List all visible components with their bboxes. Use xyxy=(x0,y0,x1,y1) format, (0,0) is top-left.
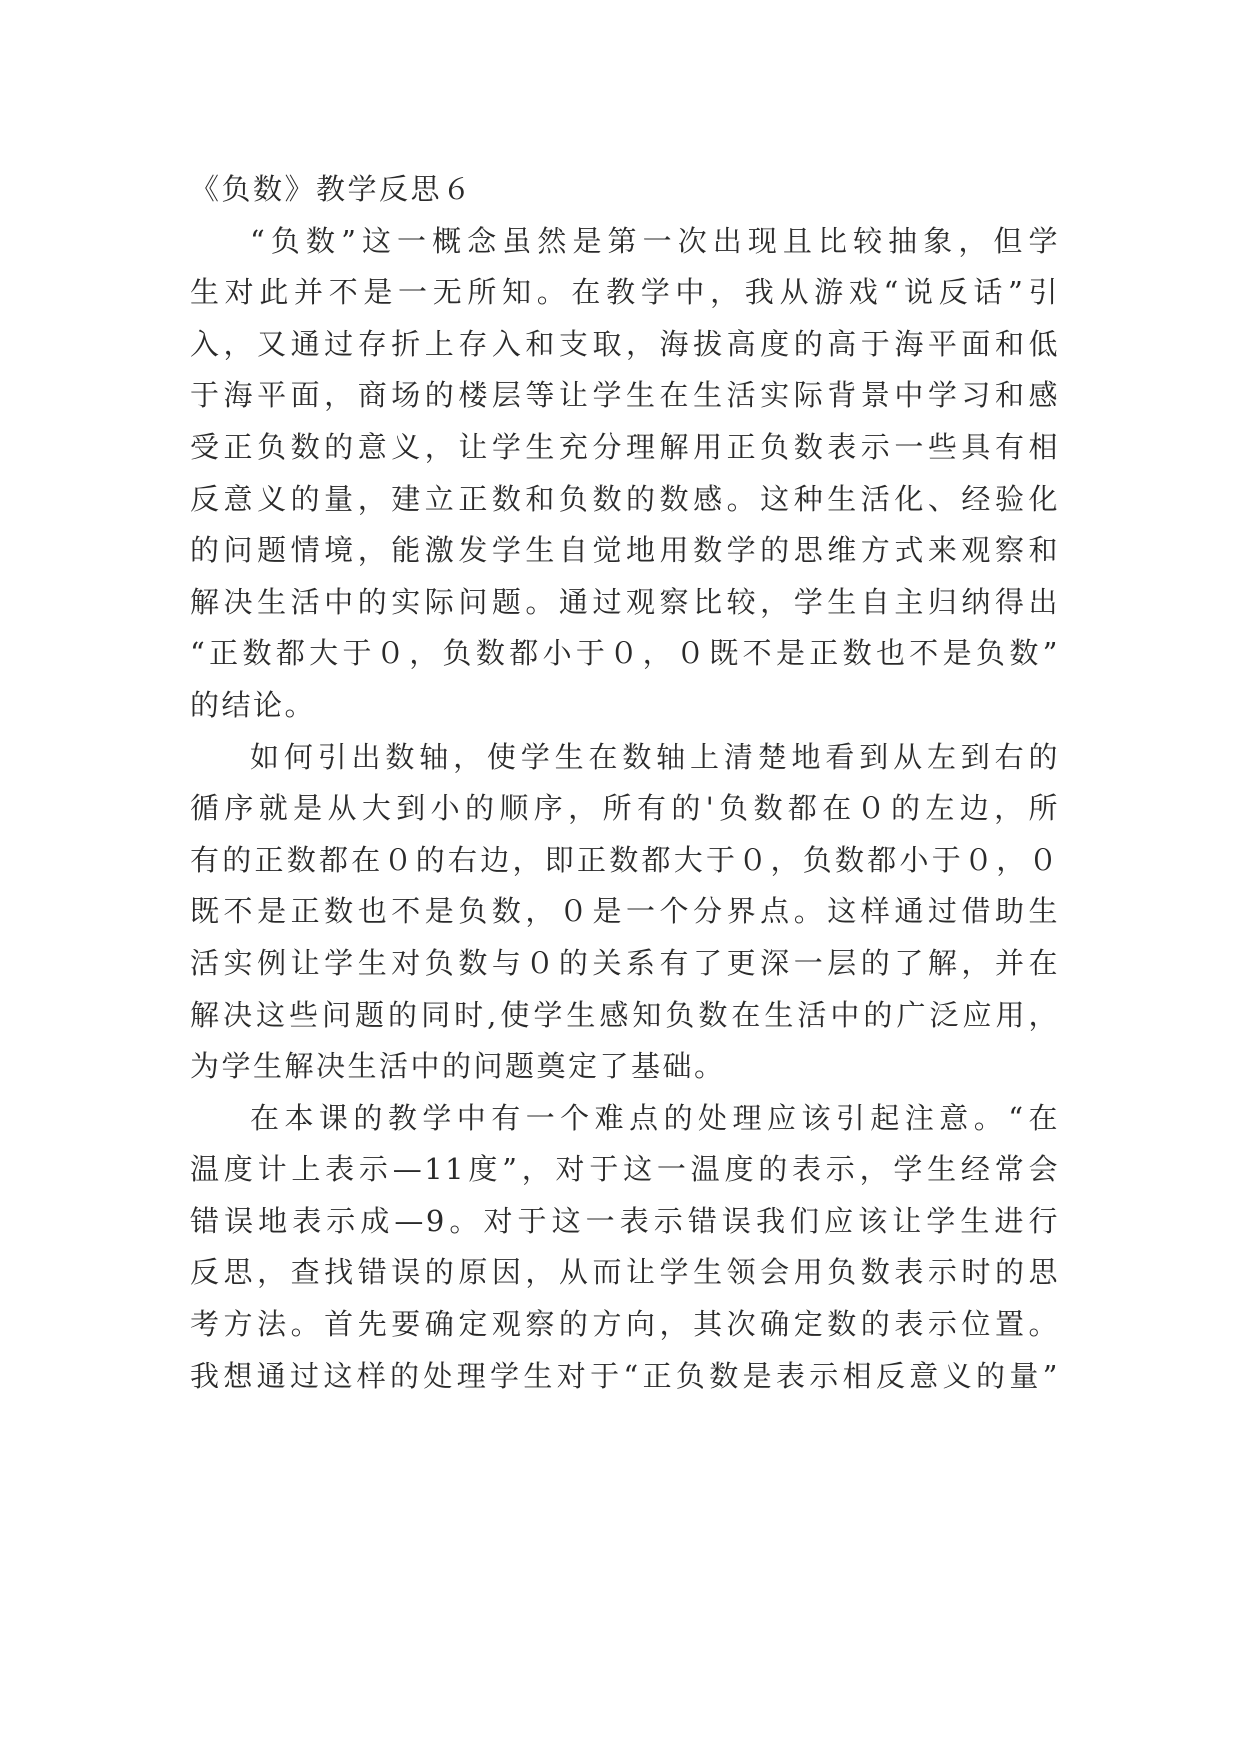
paragraph-line: 生对此并不是一无所知。在教学中，我从游戏“说反话”引 xyxy=(190,275,1060,310)
document-body xyxy=(190,164,1060,1402)
paragraph-1 xyxy=(190,216,1060,732)
paragraph-line: 如何引出数轴，使学生在数轴上清楚地看到从左到右的 xyxy=(250,739,1060,774)
paragraph-line: 受正负数的意义，让学生充分理解用正负数表示一些具有相 xyxy=(190,429,1060,464)
paragraph-line: 考方法。首先要确定观察的方向，其次确定数的表示位置。 xyxy=(190,1307,1060,1342)
paragraph-line: 循序就是从大到小的顺序，所有的'负数都在０的左边，所 xyxy=(190,791,1060,826)
paragraph-line: 反意义的量，建立正数和负数的数感。这种生活化、经验化 xyxy=(190,481,1060,516)
paragraph-line: 入，又通过存折上存入和支取，海拔高度的高于海平面和低 xyxy=(190,326,1060,361)
paragraph-2 xyxy=(190,732,1060,1093)
paragraph-line: 反思，查找错误的原因，从而让学生领会用负数表示时的思 xyxy=(190,1255,1060,1290)
paragraph-line: “负数”这一概念虽然是第一次出现且比较抽象，但学 xyxy=(250,223,1060,258)
paragraph-line: 有的正数都在０的右边，即正数都大于０，负数都小于０，０ xyxy=(190,842,1060,877)
paragraph-line: 于海平面，商场的楼层等让学生在生活实际背景中学习和感 xyxy=(190,378,1060,413)
paragraph-line: 解决生活中的实际问题。通过观察比较，学生自主归纳得出 xyxy=(190,584,1060,619)
paragraph-line: 在本课的教学中有一个难点的处理应该引起注意。“在 xyxy=(250,1100,1060,1135)
paragraph-line: 错误地表示成—9。对于这一表示错误我们应该让学生进行 xyxy=(190,1203,1060,1238)
paragraph-line: 温度计上表示—11度”，对于这一温度的表示，学生经常会 xyxy=(190,1152,1060,1187)
paragraph-line: 为学生解决生活中的问题奠定了基础。 xyxy=(190,1049,726,1084)
paragraph-line: “正数都大于０，负数都小于０，０既不是正数也不是负数” xyxy=(190,636,1060,671)
document-title: 《负数》教学反思６ xyxy=(190,172,474,206)
paragraph-3 xyxy=(190,1093,1060,1403)
paragraph-line: 活实例让学生对负数与０的关系有了更深一层的了解，并在 xyxy=(190,945,1060,980)
paragraph-line: 既不是正数也不是负数，０是一个分界点。这样通过借助生 xyxy=(190,894,1060,929)
paragraph-line: 的问题情境，能激发学生自觉地用数学的思维方式来观察和 xyxy=(190,533,1060,568)
paragraph-line: 的结论。 xyxy=(190,687,317,722)
paragraph-line: 解决这些问题的同时,使学生感知负数在生活中的广泛应用， xyxy=(190,997,1060,1032)
paragraph-line: 我想通过这样的处理学生对于“正负数是表示相反意义的量” xyxy=(190,1358,1060,1393)
